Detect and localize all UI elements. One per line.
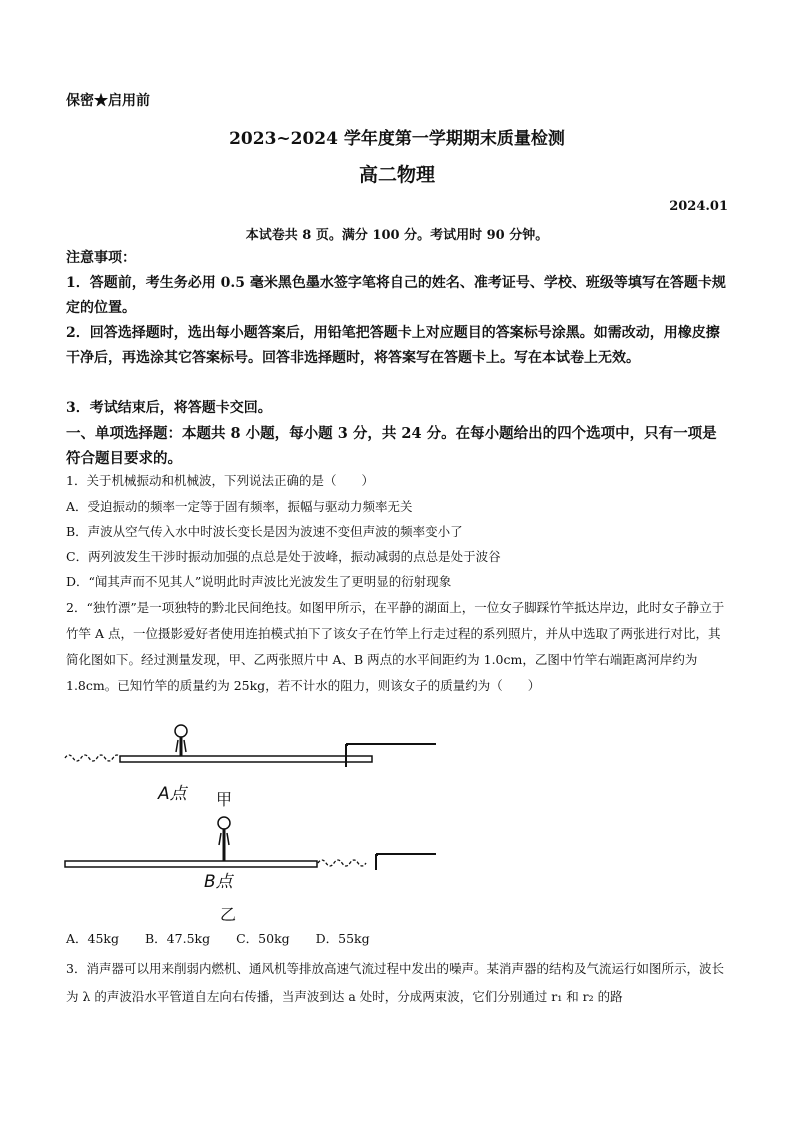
person-icon	[175, 725, 187, 756]
point-a-label: A点	[158, 784, 187, 804]
person-icon	[218, 817, 230, 861]
note-item-1: 1．答题前，考生务必用 0.5 毫米黑色墨水签字笔将自己的姓名、准考证号、学校、班级等填写在答题卡规定的位置。	[66, 275, 726, 316]
question-2-option-d: D．55kg	[315, 931, 370, 946]
river-bank-bottom	[376, 854, 436, 870]
water-wave-bottom	[318, 860, 366, 866]
bamboo-pole-figure	[60, 715, 450, 925]
question-2-option-a: A．45kg	[66, 931, 120, 946]
note-item-2: 2．回答选择题时，选出每小题答案后，用铅笔把答题卡上对应题目的答案标号涂黑。如需改动，用橡皮擦干净后，再选涂其它答案标号。回答非选择题时，将答案写在答题卡上。写在本试卷上无效。	[66, 325, 720, 366]
question-3-stem: 3．消声器可以用来削弱内燃机、通风机等排放高速气流过程中发出的噪声。某消声器的结构及气流运行如图所示，波长为 λ 的声波沿水平管道自左向右传播，当声波到达 a 处时，分成两束波，它们分别通过 r₁ 和 r₂ 的路	[66, 961, 724, 1004]
exam-title: 2023~2024 学年度第一学期期末质量检测	[229, 129, 565, 149]
question-1-option-b: B．声波从空气传入水中时波长变长是因为波速不变但声波的频率变小了	[66, 524, 463, 539]
exam-intro: 本试卷共 8 页。满分 100 分。考试用时 90 分钟。	[245, 228, 549, 243]
question-1-option-d: D．“闻其声而不见其人”说明此时声波比光波发生了更明显的衍射现象	[66, 574, 452, 589]
question-2-options	[66, 929, 392, 947]
exam-date: 2024.01	[669, 199, 728, 214]
question-1-stem: 1．关于机械振动和机械波，下列说法正确的是（ ）	[66, 473, 374, 488]
water-wave-top	[65, 755, 121, 761]
bamboo-pole-top	[120, 756, 372, 762]
question-2-stem: 2．“独竹漂”是一项独特的黔北民间绝技。如图甲所示，在平静的湖面上，一位女子脚踩竹竿抵达岸边，此时女子静立于竹竿 A 点，一位摄影爱好者使用连拍模式拍下了该女子在竹竿上行走过程的系列照片，并从中选取了两张进行对比，其简化图如下。经过测量发现，甲、乙两张照片中 A、B 两点的水平间距约为 1.0cm，乙图中竹竿右端距离河岸约为 1.8cm。已知竹竿的质量约为 25kg，若不计水的阻力，则该女子的质量约为（ ）	[66, 600, 725, 693]
confidential-label: 保密★启用前	[66, 93, 150, 109]
bamboo-pole-bottom	[65, 861, 317, 867]
notes-heading: 注意事项：	[66, 250, 136, 266]
point-b-label: B点	[204, 872, 233, 892]
question-2-option-b: B．47.5kg	[145, 931, 211, 946]
section-1-heading: 一、单项选择题：本题共 8 小题，每小题 3 分，共 24 分。在每小题给出的四个选项中，只有一项是符合题目要求的。	[66, 425, 717, 467]
figure-label-jia: 甲	[216, 790, 233, 809]
note-item-3: 3．考试结束后，将答题卡交回。	[66, 400, 272, 416]
exam-subject: 高二物理	[358, 164, 435, 186]
question-1-option-c: C．两列波发生干涉时振动加强的点总是处于波峰，振动减弱的点总是处于波谷	[66, 549, 501, 564]
question-2-option-c: C．50kg	[236, 931, 290, 946]
figure-label-yi: 乙	[220, 905, 237, 924]
question-1-option-a: A．受迫振动的频率一定等于固有频率，振幅与驱动力频率无关	[66, 499, 413, 514]
